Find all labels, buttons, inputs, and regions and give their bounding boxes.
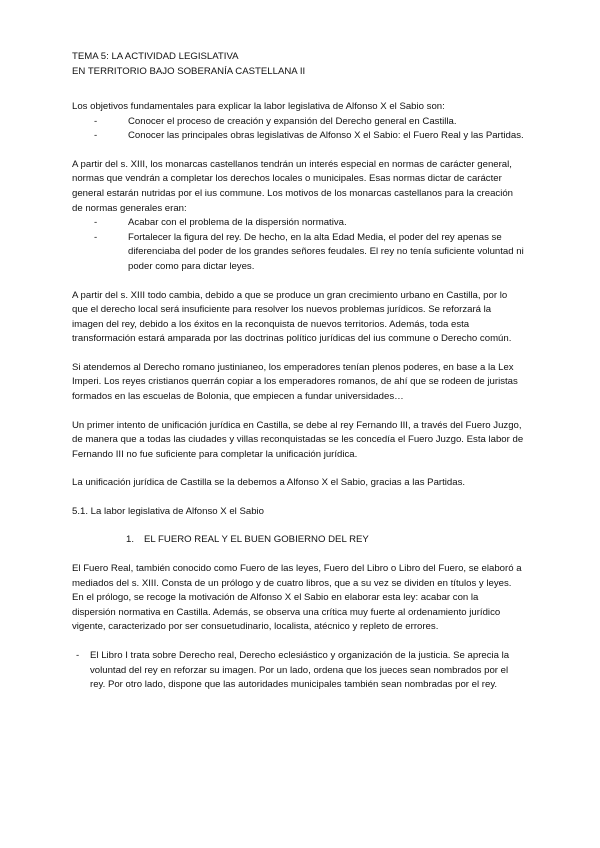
list-item: - Acabar con el problema de la dispersión normativa. <box>128 216 524 231</box>
intro-text: Los objetivos fundamentales para explicar la labor legislativa de Alfonso X el Sabio son: <box>72 101 445 113</box>
paragraph-derecho-romano: Si atendemos al Derecho romano justinianeo, los emperadores tenían plenos poderes, en base a la Lex Imperi. Los reyes cristianos querrán copiar a los emperadores romanos, de ahí que se rodeen de juristas formados en las escuelas de Bolonia, que empiecen a fundar universidades… <box>72 361 518 402</box>
dash-marker: - <box>94 231 98 243</box>
subsection-number: 1. <box>126 534 135 546</box>
paragraph-crecimiento: A partir del s. XIII todo cambia, debido a que se produce un gran crecimiento urbano en Castilla, por lo que el derecho local será insuficiente para resolver los nuevos problemas jurídicos. Se reforzará la imagen del rey, debido a los éxitos en la reconquista de nuevos territorios. Además, toda esta transformación estará amparada por las doctrinas político jurídicas del ius commune o Derecho común. <box>72 289 512 345</box>
list-item: - El Libro I trata sobre Derecho real, Derecho eclesiástico y organización de la justicia. Se aprecia la voluntad del rey en reforzar su imagen. Por un lado, ordena que los jueces sean nombrados por el rey. Por otro lado, dispone que las autoridades municipales también sean nombradas por el rey. <box>76 649 510 691</box>
intro-list <box>72 115 524 144</box>
title-line-2: EN TERRITORIO BAJO SOBERANÍA CASTELLANA II <box>72 65 306 77</box>
paragraph-monarcas <box>72 158 524 275</box>
list-item: - Fortalecer la figura del rey. De hecho, en la alta Edad Media, el poder del rey apenas se diferenciaba del poder de los grandes señores feudales. El rey no tenía suficiente voluntad ni poder como para dictar leyes. <box>94 231 524 272</box>
document-body <box>72 50 524 693</box>
section-heading: 5.1. La labor legislativa de Alfonso X el Sabio <box>72 505 265 517</box>
dash-marker: - <box>94 130 98 142</box>
intro-block <box>72 100 524 144</box>
paragraph-unificacion: La unificación jurídica de Castilla se la debemos a Alfonso X el Sabio, gracias a las Partidas. <box>72 477 466 489</box>
list-item: - Conocer el proceso de creación y expansión del Derecho general en Castilla. <box>128 115 524 130</box>
dash-marker: - <box>94 115 98 127</box>
libros-list <box>72 649 524 693</box>
title-line-1: TEMA 5: LA ACTIVIDAD LEGISLATIVA <box>72 51 239 62</box>
subsection-heading <box>72 533 524 548</box>
paragraph-fuero-real: El Fuero Real, también conocido como Fuero de las leyes, Fuero del Libro o Libro del Fuero, se elaboró a mediados del s. XIII. Consta de un prólogo y de cuatro libros, que a su vez se dividen en títulos y leyes. En el prólogo, se recoge la motivación de Alfonso X el Sabio en elaborar esta ley: acabar con la dispersión normativa en Castilla. Además, se observa una crítica muy fuerte al ordenamiento jurídico vigente, caracterizado por ser consuetudinario, localista, atécnico y repleto de errores. <box>72 563 522 633</box>
dash-marker: - <box>94 217 98 229</box>
paragraph-fernando-iii: Un primer intento de unificación jurídica en Castilla, se debe al rey Fernando III, a través del Fuero Juzgo, de manera que a todas las ciudades y villas reconquistadas se les concedía el Fuero Juzgo. Esta labor de Fernando III no fue suficiente para completar la unificación jurídica. <box>72 419 524 460</box>
subsection-title: EL FUERO REAL Y EL BUEN GOBIERNO DEL REY <box>144 534 369 546</box>
dash-marker: - <box>76 649 80 661</box>
motivos-list <box>72 216 524 274</box>
list-item: - Conocer las principales obras legislativas de Alfonso X el Sabio: el Fuero Real y las Partidas. <box>128 129 524 144</box>
paragraph-text: A partir del s. XIII, los monarcas castellanos tendrán un interés especial en normas de carácter general, normas que vendrán a completar los derechos locales o municipales. Esas normas dictar de carácter general estarán nutridas por el ius commune. Los motivos de los monarcas castellanos para la creación de normas generales eran: <box>72 158 514 214</box>
